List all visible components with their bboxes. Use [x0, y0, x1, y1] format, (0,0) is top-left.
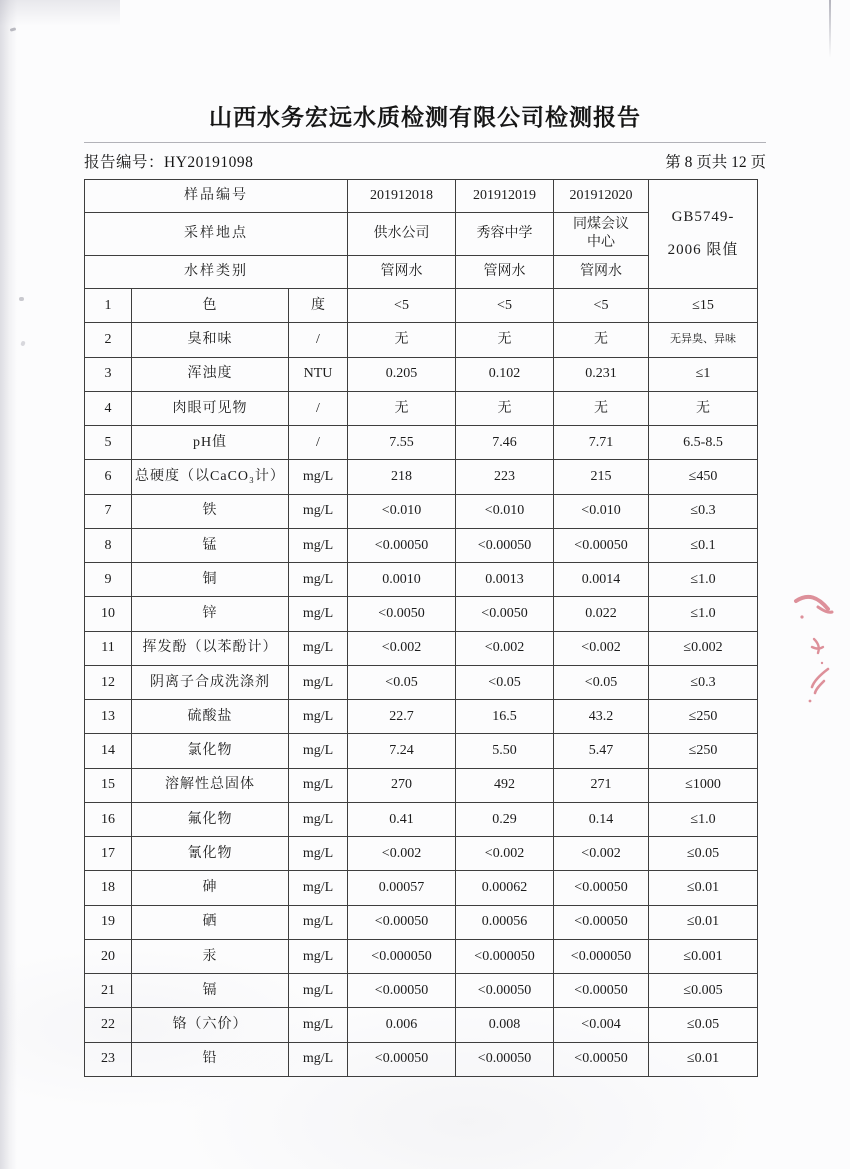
table-row [85, 939, 758, 973]
cell-v3: <0.05 [554, 665, 649, 699]
cell-v1: 22.7 [348, 700, 456, 734]
cell-v3: <0.002 [554, 837, 649, 871]
cell-limit: ≤0.3 [649, 494, 758, 528]
table-row [85, 871, 758, 905]
cell-limit: ≤1.0 [649, 802, 758, 836]
cell-name: 浑浊度 [132, 357, 289, 391]
cell-v2: 16.5 [456, 700, 554, 734]
cell-v3: 0.022 [554, 597, 649, 631]
cell-limit: ≤0.05 [649, 837, 758, 871]
location-3-text: 同煤会议中心 [573, 216, 629, 250]
cell-v1: <0.00050 [348, 905, 456, 939]
cell-unit: / [289, 391, 348, 425]
cell-v2: 7.46 [456, 426, 554, 460]
cell-v2: <0.05 [456, 665, 554, 699]
water-type-2: 管网水 [456, 256, 554, 289]
cell-limit: ≤0.3 [649, 665, 758, 699]
cell-no: 12 [85, 665, 132, 699]
cell-name: 氰化物 [132, 837, 289, 871]
location-3 [554, 213, 649, 256]
cell-name: 总硬度（以CaCO₃计） [132, 460, 289, 494]
cell-unit: 度 [289, 289, 348, 323]
cell-v3: 215 [554, 460, 649, 494]
table-row [85, 597, 758, 631]
cell-v2: 5.50 [456, 734, 554, 768]
water-type-3: 管网水 [554, 256, 649, 289]
page-title: 山西水务宏远水质检测有限公司检测报告 [209, 104, 641, 130]
scan-corner-shadow [0, 0, 120, 26]
sample-id-2: 201912019 [456, 180, 554, 213]
report-meta [84, 150, 766, 172]
cell-name: 砷 [132, 871, 289, 905]
cell-unit: mg/L [289, 494, 348, 528]
cell-v1: 无 [348, 323, 456, 357]
cell-no: 8 [85, 528, 132, 562]
cell-v3: <0.00050 [554, 974, 649, 1008]
cell-v1: <0.010 [348, 494, 456, 528]
cell-v1: 0.0010 [348, 563, 456, 597]
cell-v2: 0.00062 [456, 871, 554, 905]
cell-limit: ≤1.0 [649, 597, 758, 631]
cell-limit: ≤1 [649, 357, 758, 391]
cell-v1: <0.05 [348, 665, 456, 699]
cell-no: 14 [85, 734, 132, 768]
cell-limit: ≤1000 [649, 768, 758, 802]
cell-unit: / [289, 323, 348, 357]
cell-v1: <0.00050 [348, 528, 456, 562]
cell-name: 硫酸盐 [132, 700, 289, 734]
cell-limit: ≤250 [649, 700, 758, 734]
cell-v1: 7.55 [348, 426, 456, 460]
limit-standard-line2: 2006 限值 [667, 242, 739, 258]
cell-limit: ≤0.001 [649, 939, 758, 973]
cell-v1: 7.24 [348, 734, 456, 768]
table-row [85, 802, 758, 836]
cell-limit: ≤0.002 [649, 631, 758, 665]
cell-limit: ≤450 [649, 460, 758, 494]
cell-unit: mg/L [289, 700, 348, 734]
water-type-1: 管网水 [348, 256, 456, 289]
table-row [85, 289, 758, 323]
cell-limit: ≤0.01 [649, 1042, 758, 1076]
scan-speck [19, 297, 24, 301]
cell-no: 19 [85, 905, 132, 939]
cell-limit: 无异臭、异味 [649, 323, 758, 357]
cell-unit: mg/L [289, 905, 348, 939]
cell-v2: <0.0050 [456, 597, 554, 631]
cell-name: 汞 [132, 939, 289, 973]
cell-limit: ≤250 [649, 734, 758, 768]
report-number [84, 150, 253, 172]
cell-v2: 无 [456, 391, 554, 425]
cell-no: 11 [85, 631, 132, 665]
cell-v3: 无 [554, 323, 649, 357]
cell-no: 21 [85, 974, 132, 1008]
cell-unit: mg/L [289, 768, 348, 802]
cell-v3: <0.002 [554, 631, 649, 665]
cell-v3: <0.010 [554, 494, 649, 528]
cell-v3: 无 [554, 391, 649, 425]
cell-unit: NTU [289, 357, 348, 391]
header-row-sample-no [85, 180, 758, 213]
cell-v2: 0.008 [456, 1008, 554, 1042]
report-number-value: HY20191098 [164, 154, 254, 171]
table-row [85, 323, 758, 357]
cell-v3: <0.00050 [554, 528, 649, 562]
cell-v3: 0.14 [554, 802, 649, 836]
cell-unit: mg/L [289, 631, 348, 665]
cell-v1: 270 [348, 768, 456, 802]
cell-v3: 5.47 [554, 734, 649, 768]
cell-name: 铁 [132, 494, 289, 528]
cell-name: 氟化物 [132, 802, 289, 836]
cell-v2: 无 [456, 323, 554, 357]
cell-unit: mg/L [289, 939, 348, 973]
table-row [85, 631, 758, 665]
table-row [85, 460, 758, 494]
cell-v2: 0.0013 [456, 563, 554, 597]
cell-v2: 0.29 [456, 802, 554, 836]
table-row [85, 768, 758, 802]
cell-no: 5 [85, 426, 132, 460]
page-indicator: 第 8 页共 12 页 [665, 154, 766, 171]
cell-unit: mg/L [289, 460, 348, 494]
cell-limit: ≤15 [649, 289, 758, 323]
cell-no: 23 [85, 1042, 132, 1076]
scan-edge-line [829, 0, 831, 58]
table-row [85, 391, 758, 425]
cell-unit: mg/L [289, 802, 348, 836]
cell-name: 硒 [132, 905, 289, 939]
cell-unit: mg/L [289, 563, 348, 597]
cell-v2: <5 [456, 289, 554, 323]
cell-v3: <0.00050 [554, 905, 649, 939]
table-row [85, 1008, 758, 1042]
cell-unit: mg/L [289, 665, 348, 699]
cell-v1: 0.00057 [348, 871, 456, 905]
cell-v2: <0.00050 [456, 1042, 554, 1076]
cell-name: 色 [132, 289, 289, 323]
cell-name: 铅 [132, 1042, 289, 1076]
cell-v1: 无 [348, 391, 456, 425]
cell-no: 2 [85, 323, 132, 357]
limit-standard-header [649, 180, 758, 289]
table-row [85, 528, 758, 562]
table-row [85, 494, 758, 528]
cell-limit: ≤0.005 [649, 974, 758, 1008]
cell-v3: <0.004 [554, 1008, 649, 1042]
cell-limit: 6.5-8.5 [649, 426, 758, 460]
table-row [85, 563, 758, 597]
cell-no: 17 [85, 837, 132, 871]
header-divider [84, 142, 766, 143]
table-row [85, 700, 758, 734]
report-number-label: 报告编号： [84, 154, 165, 171]
location-1: 供水公司 [348, 213, 456, 256]
cell-limit: ≤0.05 [649, 1008, 758, 1042]
scan-edge-shadow [0, 0, 17, 1169]
cell-no: 22 [85, 1008, 132, 1042]
cell-name: 阴离子合成洗涤剂 [132, 665, 289, 699]
cell-v2: <0.002 [456, 837, 554, 871]
red-stamp-mark [788, 583, 850, 723]
cell-v1: <0.000050 [348, 939, 456, 973]
cell-unit: mg/L [289, 1042, 348, 1076]
cell-no: 16 [85, 802, 132, 836]
cell-name: 氯化物 [132, 734, 289, 768]
cell-name: 镉 [132, 974, 289, 1008]
table-row [85, 665, 758, 699]
cell-no: 10 [85, 597, 132, 631]
cell-name: 肉眼可见物 [132, 391, 289, 425]
cell-v1: 0.205 [348, 357, 456, 391]
cell-v1: <5 [348, 289, 456, 323]
results-body [85, 289, 758, 1077]
cell-name: 铬（六价） [132, 1008, 289, 1042]
cell-v1: <0.00050 [348, 1042, 456, 1076]
cell-no: 20 [85, 939, 132, 973]
cell-v3: <0.00050 [554, 871, 649, 905]
cell-no: 3 [85, 357, 132, 391]
scan-speck [20, 340, 25, 346]
location-label: 采样地点 [85, 213, 348, 256]
table-row [85, 974, 758, 1008]
cell-v1: <0.002 [348, 837, 456, 871]
water-type-label: 水样类别 [85, 256, 348, 289]
cell-v3: 0.0014 [554, 563, 649, 597]
cell-unit: mg/L [289, 597, 348, 631]
cell-v1: <0.002 [348, 631, 456, 665]
cell-unit: / [289, 426, 348, 460]
table-row [85, 734, 758, 768]
cell-v3: <0.000050 [554, 939, 649, 973]
cell-no: 18 [85, 871, 132, 905]
cell-v1: 218 [348, 460, 456, 494]
cell-limit: ≤0.1 [649, 528, 758, 562]
cell-v1: <0.0050 [348, 597, 456, 631]
cell-v3: 43.2 [554, 700, 649, 734]
table-row [85, 426, 758, 460]
cell-unit: mg/L [289, 871, 348, 905]
cell-unit: mg/L [289, 734, 348, 768]
cell-v3: 0.231 [554, 357, 649, 391]
cell-v2: 0.00056 [456, 905, 554, 939]
cell-no: 9 [85, 563, 132, 597]
cell-v3: 271 [554, 768, 649, 802]
cell-no: 7 [85, 494, 132, 528]
cell-name: 锰 [132, 528, 289, 562]
cell-name: pH值 [132, 426, 289, 460]
cell-v2: 0.102 [456, 357, 554, 391]
cell-name: 溶解性总固体 [132, 768, 289, 802]
cell-v2: <0.00050 [456, 528, 554, 562]
cell-unit: mg/L [289, 837, 348, 871]
cell-unit: mg/L [289, 528, 348, 562]
cell-v3: <5 [554, 289, 649, 323]
cell-v2: 223 [456, 460, 554, 494]
cell-name: 铜 [132, 563, 289, 597]
sample-id-3: 201912020 [554, 180, 649, 213]
cell-v1: 0.41 [348, 802, 456, 836]
cell-unit: mg/L [289, 1008, 348, 1042]
sample-id-1: 201912018 [348, 180, 456, 213]
table-row [85, 837, 758, 871]
cell-name: 臭和味 [132, 323, 289, 357]
cell-no: 4 [85, 391, 132, 425]
location-2: 秀容中学 [456, 213, 554, 256]
cell-v2: <0.010 [456, 494, 554, 528]
cell-limit: ≤1.0 [649, 563, 758, 597]
cell-name: 挥发酚（以苯酚计） [132, 631, 289, 665]
cell-limit: 无 [649, 391, 758, 425]
cell-no: 6 [85, 460, 132, 494]
cell-unit: mg/L [289, 974, 348, 1008]
cell-no: 15 [85, 768, 132, 802]
cell-v1: 0.006 [348, 1008, 456, 1042]
cell-limit: ≤0.01 [649, 871, 758, 905]
table-row [85, 1042, 758, 1076]
results-table [84, 179, 758, 1077]
sample-no-label: 样品编号 [85, 180, 348, 213]
cell-v2: <0.00050 [456, 974, 554, 1008]
cell-name: 锌 [132, 597, 289, 631]
cell-v2: <0.000050 [456, 939, 554, 973]
cell-limit: ≤0.01 [649, 905, 758, 939]
table-row [85, 905, 758, 939]
cell-v3: 7.71 [554, 426, 649, 460]
cell-v2: <0.002 [456, 631, 554, 665]
cell-no: 13 [85, 700, 132, 734]
cell-v3: <0.00050 [554, 1042, 649, 1076]
cell-no: 1 [85, 289, 132, 323]
cell-v1: <0.00050 [348, 974, 456, 1008]
table-row [85, 357, 758, 391]
cell-v2: 492 [456, 768, 554, 802]
limit-standard-line1: GB5749- [671, 209, 735, 226]
